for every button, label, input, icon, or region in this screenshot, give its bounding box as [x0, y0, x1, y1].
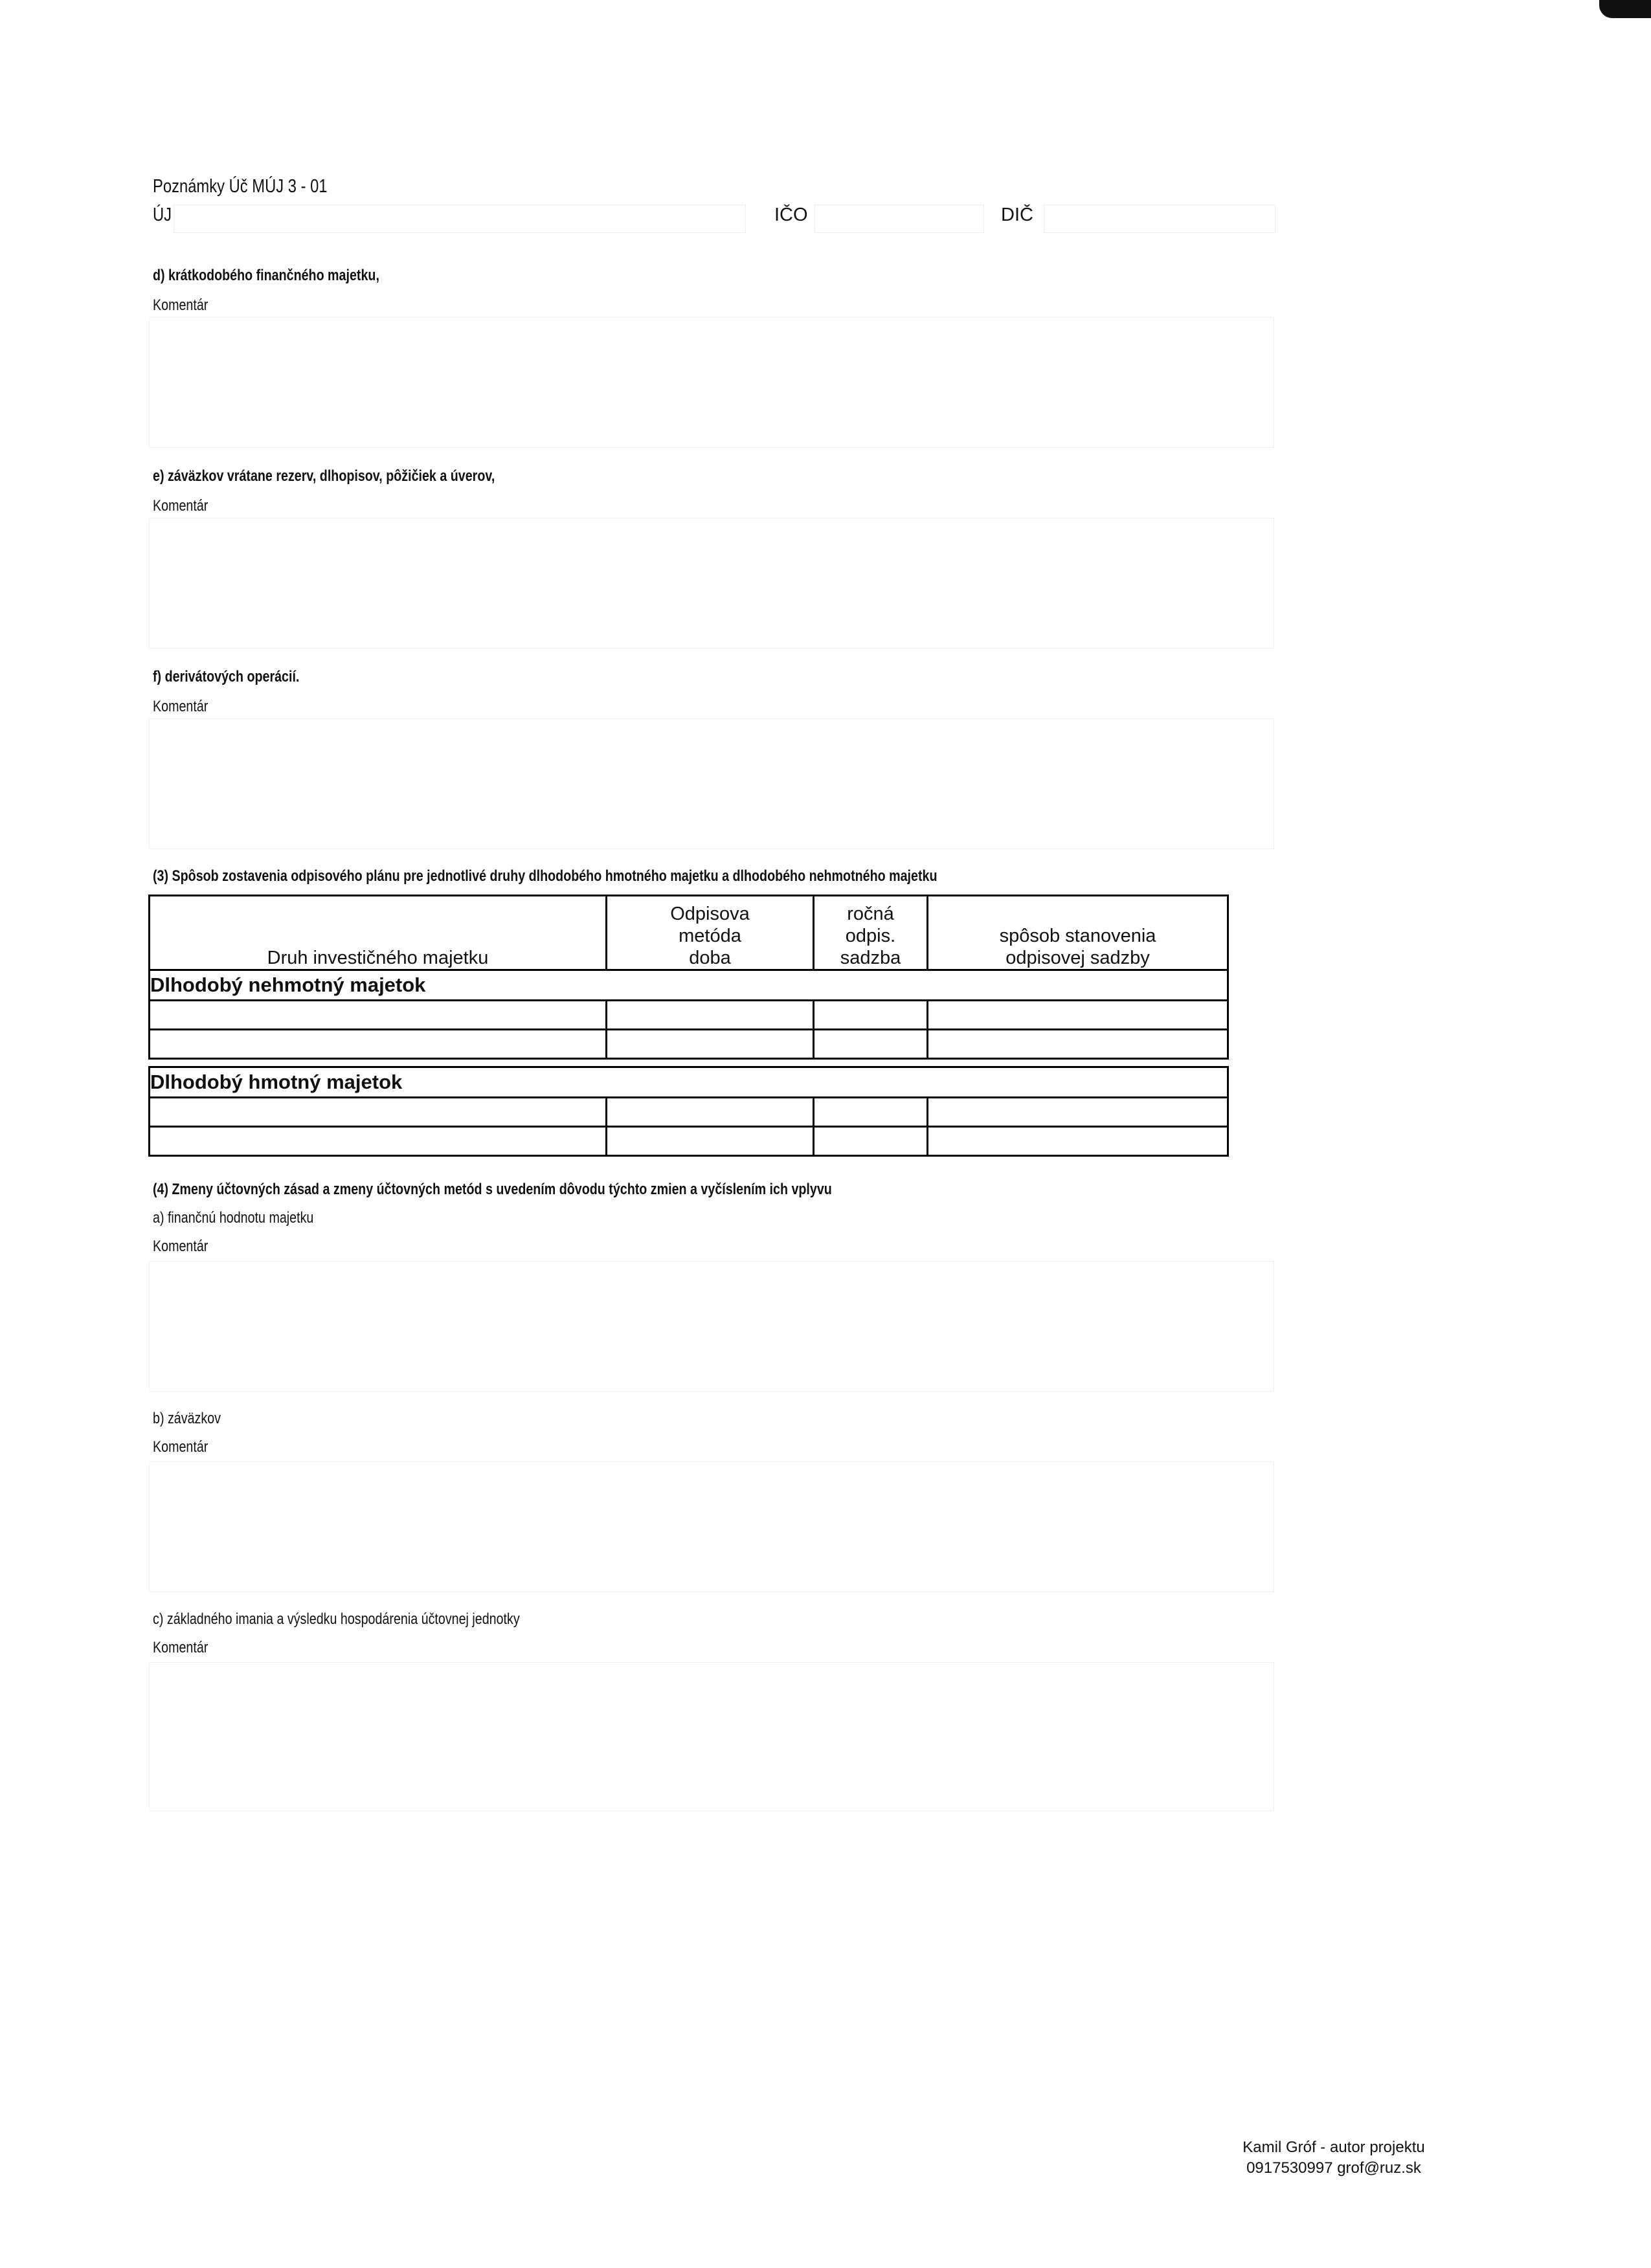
table-cell[interactable] — [150, 1098, 607, 1127]
table-cell[interactable] — [607, 1127, 814, 1156]
table-cell[interactable] — [607, 1098, 814, 1127]
scan-edge-mark — [1599, 0, 1651, 18]
changes-c-comment-field[interactable] — [149, 1662, 1274, 1811]
section-f-comment-field[interactable] — [149, 718, 1274, 849]
table-row — [150, 1127, 1228, 1156]
changes-a-heading: a) finančnú hodnotu majetku — [153, 1209, 314, 1227]
changes-b-heading: b) záväzkov — [153, 1410, 221, 1427]
table-cell[interactable] — [814, 1098, 928, 1127]
changes-heading: (4) Zmeny účtovných zásad a zmeny účtovných metód s uvedením dôvodu týchto zmien a vyčíslením ich vplyvu — [153, 1181, 832, 1198]
table-header-row — [150, 896, 1228, 970]
depreciation-table — [148, 895, 1229, 1157]
footer — [1230, 2137, 1437, 2179]
table-cell[interactable] — [150, 1001, 607, 1030]
table-cell[interactable] — [814, 1127, 928, 1156]
section-e-comment-field[interactable] — [149, 518, 1274, 649]
table-cell[interactable] — [928, 1030, 1228, 1059]
table-cell[interactable] — [928, 1127, 1228, 1156]
group-row-intangible — [150, 970, 1228, 1001]
section-d-comment-label: Komentár — [153, 296, 208, 314]
dic-label: DIČ — [1001, 205, 1033, 225]
table-cell[interactable] — [150, 1030, 607, 1059]
changes-b-comment-label: Komentár — [153, 1438, 208, 1456]
group-label-tangible: Dlhodobý hmotný majetok — [150, 1067, 1228, 1098]
table-cell[interactable] — [607, 1030, 814, 1059]
document-title: Poznámky Úč MÚJ 3 - 01 — [153, 176, 328, 197]
table-cell[interactable] — [814, 1030, 928, 1059]
footer-author: Kamil Gróf - autor projektu — [1242, 2139, 1425, 2156]
section-f-heading: f) derivátových operácií. — [153, 668, 300, 685]
col-rate-method: spôsob stanovenia odpisovej sadzby — [928, 896, 1228, 970]
table-row — [150, 1030, 1228, 1059]
changes-b-comment-field[interactable] — [149, 1462, 1274, 1592]
changes-c-heading: c) základného imania a výsledku hospodárenia účtovnej jednotky — [153, 1610, 520, 1628]
uj-label: ÚJ — [153, 205, 172, 225]
footer-contact: 0917530997 grof@ruz.sk — [1246, 2159, 1421, 2177]
table-cell[interactable] — [150, 1127, 607, 1156]
group-row-tangible — [150, 1067, 1228, 1098]
ico-field[interactable] — [814, 205, 984, 233]
changes-a-comment-label: Komentár — [153, 1238, 208, 1255]
uj-field[interactable] — [174, 205, 746, 233]
table-cell[interactable] — [607, 1001, 814, 1030]
table-row — [150, 1001, 1228, 1030]
table-cell[interactable] — [814, 1001, 928, 1030]
table-row — [150, 1098, 1228, 1127]
depreciation-heading: (3) Spôsob zostavenia odpisového plánu pre jednotlivé druhy dlhodobého hmotného majetku a dlhodobého nehmotného majetku — [153, 867, 938, 885]
table-spacer — [150, 1059, 1228, 1067]
table-cell[interactable] — [928, 1001, 1228, 1030]
section-d-heading: d) krátkodobého finančného majetku, — [153, 267, 379, 284]
section-e-comment-label: Komentár — [153, 497, 208, 515]
table-cell[interactable] — [928, 1098, 1228, 1127]
section-f-comment-label: Komentár — [153, 698, 208, 715]
col-annual-rate: ročná odpis. sadzba — [814, 896, 928, 970]
col-asset-type: Druh investičného majetku — [150, 896, 607, 970]
section-e-heading: e) záväzkov vrátane rezerv, dlhopisov, pôžičiek a úverov, — [153, 467, 495, 485]
changes-a-comment-field[interactable] — [149, 1261, 1274, 1392]
group-label-intangible: Dlhodobý nehmotný majetok — [150, 970, 1228, 1001]
changes-c-comment-label: Komentár — [153, 1639, 208, 1656]
section-d-comment-field[interactable] — [149, 317, 1274, 448]
dic-field[interactable] — [1044, 205, 1275, 233]
col-method-duration: Odpisova metóda doba — [607, 896, 814, 970]
ico-label: IČO — [774, 205, 808, 225]
